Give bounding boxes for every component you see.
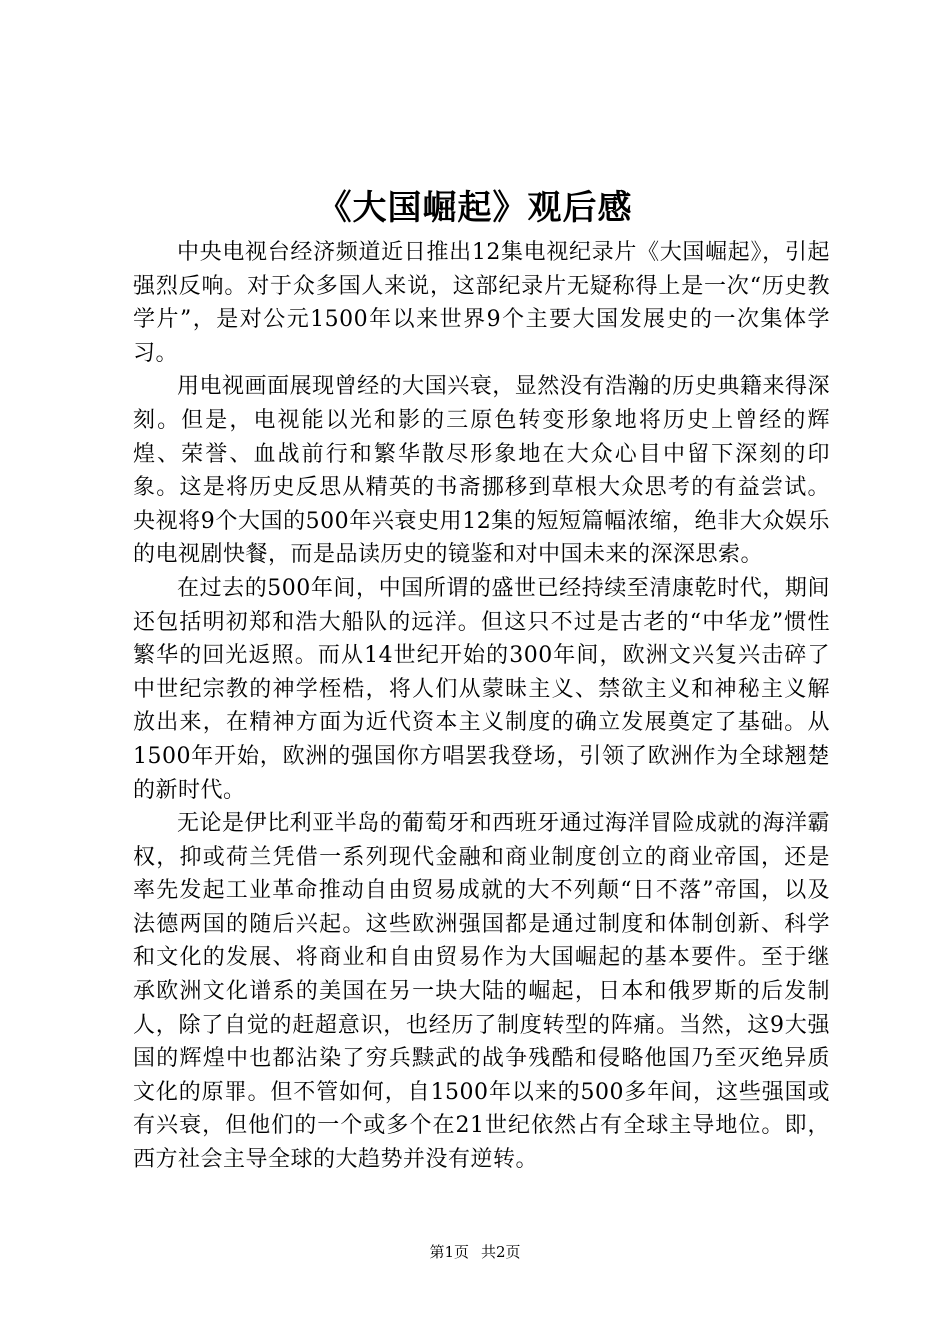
paragraph-1: 中央电视台经济频道近日推出12集电视纪录片《大国崛起》，引起强烈反响。对于众多国人来说，这部纪录片无疑称得上是一次“历史教学片”，是对公元1500年以来世界9个主要大国发展史的一次集体学习。	[133, 240, 830, 366]
page-number: 第1页	[429, 1243, 469, 1261]
document-title: 《大国崛起》观后感	[317, 188, 633, 228]
page-total: 共2页	[481, 1243, 521, 1261]
page-footer	[0, 1242, 950, 1262]
document-body	[133, 236, 830, 1177]
paragraph-4: 无论是伊比利亚半岛的葡萄牙和西班牙通过海洋冒险成就的海洋霸权，抑或荷兰凭借一系列现代金融和商业制度创立的商业帝国，还是率先发起工业革命推动自由贸易成就的大不列颠“日不落”帝国，以及法德两国的随后兴起。这些欧洲强国都是通过制度和体制创新、科学和文化的发展、将商业和自由贸易作为大国崛起的基本要件。至于继承欧洲文化谱系的美国在另一块大陆的崛起，日本和俄罗斯的后发制人，除了自觉的赶超意识，也经历了制度转型的阵痛。当然，这9大强国的辉煌中也都沾染了穷兵黩武的战争残酷和侵略他国乃至灭绝异质文化的原罪。但不管如何，自1500年以来的500多年间，这些强国或有兴衰，但他们的一个或多个在21世纪依然占有全球主导地位。即，西方社会主导全球的大趋势并没有逆转。	[133, 811, 830, 1173]
paragraph-3: 在过去的500年间，中国所谓的盛世已经持续至清康乾时代，期间还包括明初郑和浩大船队的远洋。但这只不过是古老的“中华龙”惯性繁华的回光返照。而从14世纪开始的300年间，欧洲文兴复兴击碎了中世纪宗教的神学桎梏，将人们从蒙昧主义、禁欲主义和神秘主义解放出来，在精神方面为近代资本主义制度的确立发展奠定了基础。从1500年开始，欧洲的强国你方唱罢我登场，引领了欧洲作为全球翘楚的新时代。	[133, 575, 830, 803]
paragraph-2: 用电视画面展现曾经的大国兴衰，显然没有浩瀚的历史典籍来得深刻。但是，电视能以光和影的三原色转变形象地将历史上曾经的辉煌、荣誉、血战前行和繁华散尽形象地在大众心目中留下深刻的印象。这是将历史反思从精英的书斋挪移到草根大众思考的有益尝试。央视将9个大国的500年兴衰史用12集的短短篇幅浓缩，绝非大众娱乐的电视剧快餐，而是品读历史的镜鉴和对中国未来的深深思索。	[133, 374, 830, 568]
